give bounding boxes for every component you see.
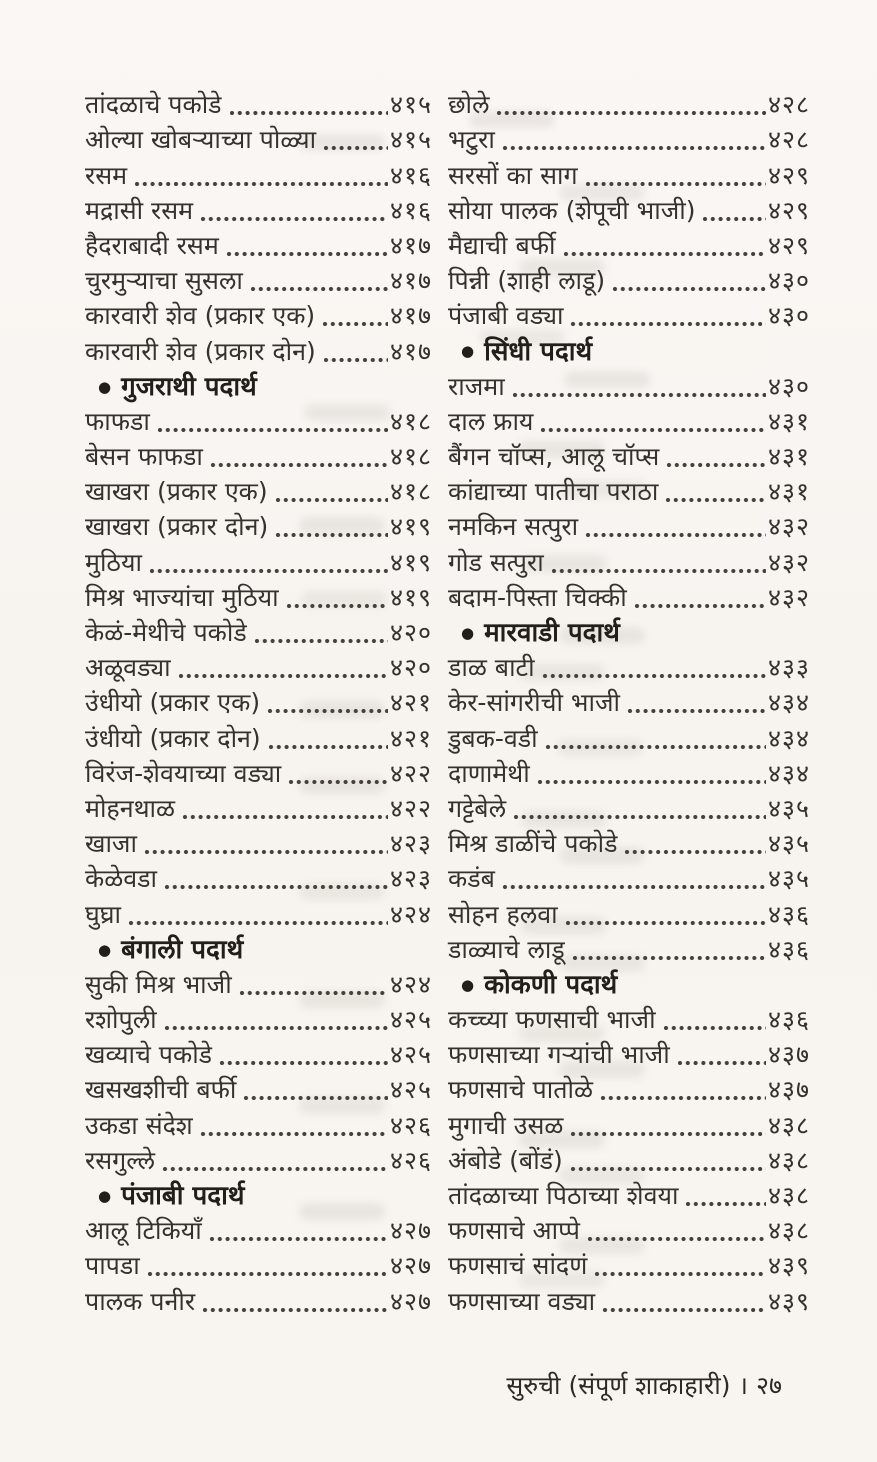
dot-leader xyxy=(565,916,766,928)
index-entry xyxy=(85,966,432,1001)
index-entry xyxy=(85,543,432,578)
entry-page-number: ४३८ xyxy=(767,1181,810,1210)
index-entry xyxy=(85,895,432,930)
entry-title: रसम xyxy=(85,160,128,190)
entry-title: सरसों का साग xyxy=(448,160,578,190)
entry-title: आलू टिकियाँ xyxy=(85,1216,202,1246)
entry-page-number: ४२५ xyxy=(389,1005,432,1035)
index-column-right xyxy=(448,86,810,1318)
dot-leader xyxy=(551,564,766,576)
entry-title: ओल्या खोबऱ्याच्या पोळ्या xyxy=(85,125,317,155)
index-entry xyxy=(448,860,810,895)
dot-leader xyxy=(665,493,766,505)
dot-leader xyxy=(275,493,388,505)
entry-title: मैद्याची बर्फी xyxy=(448,230,556,260)
dot-leader xyxy=(587,1232,766,1244)
entry-page-number: ४३६ xyxy=(767,934,810,964)
page-number: २७ xyxy=(755,1371,782,1400)
index-entry xyxy=(85,1071,432,1106)
index-entry xyxy=(85,1142,432,1177)
entry-title: खाखरा (प्रकार दोन) xyxy=(85,512,269,542)
entry-page-number: ४२९ xyxy=(767,230,810,260)
index-entry xyxy=(85,121,432,156)
entry-title: कडंब xyxy=(448,864,495,894)
entry-title: अंबोडे (बोंडं) xyxy=(448,1145,563,1175)
dot-leader xyxy=(594,1267,766,1279)
index-entry xyxy=(448,403,810,438)
entry-title: कारवारी शेव (प्रकार दोन) xyxy=(85,336,316,366)
entry-title: उंधीयो (प्रकार एक) xyxy=(85,688,261,718)
section-title: कोकणी पदार्थ xyxy=(484,970,618,1001)
entry-title: डाळ बाटी xyxy=(448,653,535,683)
index-entry xyxy=(85,297,432,332)
index-entry xyxy=(85,332,432,367)
index-entry xyxy=(448,1036,810,1071)
index-entry xyxy=(448,473,810,508)
dot-leader xyxy=(209,1232,388,1244)
entry-title: पालक पनीर xyxy=(85,1286,196,1316)
dot-leader xyxy=(288,775,388,787)
entry-page-number: ४२४ xyxy=(389,899,432,929)
dot-leader xyxy=(200,212,388,224)
index-entry xyxy=(448,825,810,860)
index-entry xyxy=(85,227,432,262)
entry-title: बेसन फाफडा xyxy=(85,442,203,472)
index-entry xyxy=(448,1212,810,1247)
entry-page-number: ४३४ xyxy=(767,758,810,788)
entry-title: राजमा xyxy=(448,371,505,401)
entry-page-number: ४३१ xyxy=(767,442,810,472)
index-entry xyxy=(448,438,810,473)
entry-page-number: ४२५ xyxy=(389,1040,432,1070)
index-entry xyxy=(85,192,432,227)
entry-page-number: ४१५ xyxy=(389,125,432,155)
index-entry xyxy=(448,1247,810,1282)
dot-leader xyxy=(624,845,766,857)
index-entry xyxy=(85,684,432,719)
dot-leader xyxy=(200,1127,388,1139)
entry-title: उकडा संदेश xyxy=(85,1110,193,1140)
dot-leader xyxy=(502,141,766,153)
index-entry xyxy=(448,543,810,578)
entry-title: मद्रासी रसम xyxy=(85,195,194,225)
dot-leader xyxy=(627,704,766,716)
entry-title: खव्याचे पकोडे xyxy=(85,1040,213,1070)
index-entry xyxy=(448,719,810,754)
dot-leader xyxy=(572,951,766,963)
dot-leader xyxy=(545,740,766,752)
entry-page-number: ४३० xyxy=(767,371,810,401)
index-section-header xyxy=(448,614,810,649)
index-entry xyxy=(448,227,810,262)
entry-title: केर-सांगरीची भाजी xyxy=(448,688,620,718)
index-entry xyxy=(85,1001,432,1036)
book-title: सुरुची (संपूर्ण शाकाहारी) xyxy=(506,1371,731,1400)
entry-page-number: ४१६ xyxy=(389,195,432,225)
index-entry xyxy=(448,86,810,121)
dot-leader xyxy=(164,1021,388,1033)
index-entry xyxy=(85,438,432,473)
index-entry xyxy=(85,755,432,790)
entry-page-number: ४३५ xyxy=(767,793,810,823)
entry-page-number: ४२७ xyxy=(389,1251,432,1281)
entry-page-number: ४१८ xyxy=(389,477,432,507)
index-section-header xyxy=(85,931,432,966)
index-entry xyxy=(85,1036,432,1071)
page-footer xyxy=(506,1368,782,1402)
entry-title: मिश्र भाज्यांचा मुठिया xyxy=(85,582,279,612)
entry-title: बैंगन चॉप्स, आलू चॉप्स xyxy=(448,442,660,472)
index-entry xyxy=(85,614,432,649)
entry-page-number: ४३४ xyxy=(767,723,810,753)
entry-title: कच्च्या फणसाची भाजी xyxy=(448,1005,656,1035)
entry-page-number: ४३२ xyxy=(767,512,810,542)
dot-leader xyxy=(134,177,388,189)
entry-title: सोया पालक (शेपूची भाजी) xyxy=(448,195,696,225)
index-entry xyxy=(85,1247,432,1282)
entry-page-number: ४३६ xyxy=(767,899,810,929)
entry-title: गट्टेबेले xyxy=(448,793,507,823)
entry-title: विरंज-शेवयाच्या वड्या xyxy=(85,758,282,788)
dot-leader xyxy=(164,880,388,892)
index-section-header xyxy=(85,368,432,403)
entry-title: नमकिन सत्पुरा xyxy=(448,512,579,542)
entry-page-number: ४३३ xyxy=(767,653,810,683)
dot-leader xyxy=(267,704,388,716)
entry-page-number: ४३२ xyxy=(767,547,810,577)
entry-title: तांदळाच्या पिठाच्या शेवया xyxy=(448,1181,679,1210)
entry-page-number: ४३१ xyxy=(767,477,810,507)
dot-leader xyxy=(323,353,388,365)
index-entry xyxy=(448,1071,810,1106)
section-bullet-icon: ● xyxy=(461,623,475,642)
entry-title: पिन्नी (शाही लाडू) xyxy=(448,266,606,296)
index-column-left xyxy=(85,86,432,1318)
index-entry xyxy=(85,86,432,121)
entry-page-number: ४३६ xyxy=(767,1005,810,1035)
index-entry xyxy=(85,508,432,543)
dot-leader xyxy=(322,317,388,329)
section-title: पंजाबी पदार्थ xyxy=(121,1181,245,1212)
entry-title: पंजाबी वड्या xyxy=(448,301,564,331)
index-entry xyxy=(85,156,432,191)
entry-title: मिश्र डाळींचे पकोडे xyxy=(448,829,618,859)
index-entry xyxy=(448,297,810,332)
section-bullet-icon: ● xyxy=(461,975,475,994)
index-entry xyxy=(448,1001,810,1036)
dot-leader xyxy=(268,740,388,752)
dot-leader xyxy=(323,141,388,153)
entry-page-number: ४१७ xyxy=(389,301,432,331)
entry-title: रशोपुली xyxy=(85,1005,157,1035)
entry-title: फणसाचे पातोळे xyxy=(448,1075,593,1105)
dot-leader xyxy=(600,1091,766,1103)
entry-page-number: ४३८ xyxy=(767,1216,810,1246)
entry-page-number: ४२४ xyxy=(389,969,432,999)
entry-page-number: ४१९ xyxy=(389,582,432,612)
section-title: बंगाली पदार्थ xyxy=(121,935,244,966)
dot-leader xyxy=(512,388,766,400)
entry-page-number: ४२२ xyxy=(389,758,432,788)
section-title: सिंधी पदार्थ xyxy=(484,336,593,367)
index-entry xyxy=(448,684,810,719)
entry-title: मुगाची उसळ xyxy=(448,1110,564,1140)
dot-leader xyxy=(602,1303,766,1315)
entry-page-number: ४२६ xyxy=(389,1145,432,1175)
index-entry xyxy=(448,121,810,156)
entry-title: फणसाच्या वड्या xyxy=(448,1286,596,1316)
entry-title: केळं-मेथीचे पकोडे xyxy=(85,618,247,647)
index-entry xyxy=(85,262,432,297)
index-entry xyxy=(448,156,810,191)
dot-leader xyxy=(149,564,388,576)
dot-leader xyxy=(178,669,388,681)
page-bleed-through-texture xyxy=(0,0,84,15)
entry-title: फणसाचे आप्पे xyxy=(448,1216,580,1246)
entry-page-number: ४२८ xyxy=(767,125,810,155)
dot-leader xyxy=(202,1303,388,1315)
entry-page-number: ४१८ xyxy=(389,442,432,472)
entry-page-number: ४३२ xyxy=(767,582,810,612)
entry-page-number: ४३५ xyxy=(767,864,810,894)
dot-leader xyxy=(219,1056,388,1068)
index-entry xyxy=(448,895,810,930)
index-entry xyxy=(448,1106,810,1141)
entry-title: उंधीयो (प्रकार दोन) xyxy=(85,723,261,753)
entry-page-number: ४२९ xyxy=(767,160,810,190)
entry-title: सुकी मिश्र भाजी xyxy=(85,969,232,999)
entry-title: डाळ्याचे लाडू xyxy=(448,934,565,964)
dot-leader xyxy=(542,669,766,681)
entry-page-number: ४२१ xyxy=(389,688,432,718)
index-entry xyxy=(85,1106,432,1141)
dot-leader xyxy=(147,1267,388,1279)
section-bullet-icon: ● xyxy=(98,377,112,396)
entry-title: हैदराबादी रसम xyxy=(85,230,219,260)
index-entry xyxy=(85,649,432,684)
index-entry xyxy=(448,579,810,614)
entry-title: तांदळाचे पकोडे xyxy=(85,90,222,120)
index-entry xyxy=(85,790,432,825)
entry-page-number: ४१६ xyxy=(389,160,432,190)
entry-title: कांद्याच्या पातीचा पराठा xyxy=(448,477,659,507)
entry-page-number: ४१९ xyxy=(389,547,432,577)
entry-page-number: ४३० xyxy=(767,266,810,296)
index-section-header xyxy=(448,332,810,367)
dot-leader xyxy=(239,986,388,998)
dot-leader xyxy=(254,634,388,646)
entry-page-number: ४३८ xyxy=(767,1110,810,1140)
index-entry xyxy=(448,755,810,790)
entry-page-number: ४३५ xyxy=(767,829,810,859)
entry-title: फणसाचं सांदणं xyxy=(448,1251,588,1281)
entry-page-number: ४२३ xyxy=(389,829,432,859)
entry-page-number: ४२७ xyxy=(389,1286,432,1316)
dot-leader xyxy=(144,845,388,857)
entry-page-number: ४२९ xyxy=(767,195,810,225)
dot-leader xyxy=(570,1127,766,1139)
entry-title: फाफडा xyxy=(85,406,150,436)
entry-page-number: ४२१ xyxy=(389,723,432,753)
entry-page-number: ४१७ xyxy=(389,336,432,366)
index-entry xyxy=(85,860,432,895)
entry-title: गोड सत्पुरा xyxy=(448,547,544,577)
entry-title: दाल फ्राय xyxy=(448,406,534,436)
dot-leader xyxy=(537,775,766,787)
entry-page-number: ४२८ xyxy=(767,90,810,120)
dot-leader xyxy=(250,282,388,294)
dot-leader xyxy=(513,810,766,822)
entry-page-number: ४२६ xyxy=(389,1110,432,1140)
dot-leader xyxy=(677,1056,766,1068)
entry-page-number: ४२२ xyxy=(389,793,432,823)
index-entry xyxy=(85,1282,432,1317)
entry-title: भटुरा xyxy=(448,125,495,155)
index-entry xyxy=(85,1212,432,1247)
entry-title: मोहनथाळ xyxy=(85,793,176,823)
dot-leader xyxy=(128,916,388,928)
dot-leader xyxy=(286,599,388,611)
dot-leader xyxy=(563,247,766,259)
dot-leader xyxy=(585,177,766,189)
entry-page-number: ४३९ xyxy=(767,1286,810,1316)
entry-page-number: ४२३ xyxy=(389,864,432,894)
index-entry xyxy=(448,368,810,403)
index-entry xyxy=(448,649,810,684)
entry-title: बदाम-पिस्ता चिक्की xyxy=(448,582,627,612)
section-bullet-icon: ● xyxy=(98,1186,112,1205)
entry-page-number: ४१५ xyxy=(389,90,432,120)
index-section-header xyxy=(85,1177,432,1212)
entry-page-number: ४३८ xyxy=(767,1145,810,1175)
dot-leader xyxy=(570,317,766,329)
dot-leader xyxy=(612,282,766,294)
entry-page-number: ४१८ xyxy=(389,406,432,436)
index-entry xyxy=(448,192,810,227)
entry-title: खसखशीची बर्फी xyxy=(85,1075,237,1105)
entry-title: मुठिया xyxy=(85,547,142,577)
dot-leader xyxy=(243,1091,388,1103)
dot-leader xyxy=(162,1162,388,1174)
entry-title: खाजा xyxy=(85,829,137,859)
entry-title: पापडा xyxy=(85,1251,140,1281)
index-section-header xyxy=(448,966,810,1001)
dot-leader xyxy=(540,423,766,435)
entry-title: अळूवड्या xyxy=(85,653,171,683)
dot-leader xyxy=(226,247,388,259)
entry-title: खाखरा (प्रकार एक) xyxy=(85,477,268,507)
dot-leader xyxy=(634,599,766,611)
entry-page-number: ४१९ xyxy=(389,512,432,542)
dot-leader xyxy=(702,212,766,224)
entry-page-number: ४१७ xyxy=(389,230,432,260)
entry-title: डुबक-वडी xyxy=(448,723,538,753)
dot-leader xyxy=(663,1021,766,1033)
index-entry xyxy=(448,262,810,297)
index-entry xyxy=(85,473,432,508)
index-entry xyxy=(448,508,810,543)
entry-page-number: ४२५ xyxy=(389,1075,432,1105)
entry-page-number: ४३७ xyxy=(767,1075,810,1105)
dot-leader xyxy=(210,458,388,470)
footer-separator: । xyxy=(738,1371,748,1400)
dot-leader xyxy=(685,1197,766,1209)
entry-title: दाणामेथी xyxy=(448,758,530,788)
index-entry xyxy=(448,790,810,825)
entry-page-number: ४३४ xyxy=(767,688,810,718)
dot-leader xyxy=(666,458,766,470)
entry-page-number: ४२० xyxy=(389,653,432,683)
entry-page-number: ४१७ xyxy=(389,266,432,296)
entry-title: सोहन हलवा xyxy=(448,899,558,929)
section-bullet-icon: ● xyxy=(461,342,475,361)
entry-title: केळेवडा xyxy=(85,864,157,894)
index-entry xyxy=(85,579,432,614)
dot-leader xyxy=(496,106,766,118)
entry-page-number: ४३७ xyxy=(767,1040,810,1070)
entry-title: फणसाच्या गऱ्यांची भाजी xyxy=(448,1040,670,1070)
entry-title: छोले xyxy=(448,90,490,120)
index-entry xyxy=(448,1142,810,1177)
section-bullet-icon: ● xyxy=(98,940,112,959)
section-title: मारवाडी पदार्थ xyxy=(484,618,620,649)
dot-leader xyxy=(229,106,388,118)
entry-page-number: ४२० xyxy=(389,618,432,647)
entry-page-number: ४३० xyxy=(767,301,810,331)
entry-title: घुघ्रा xyxy=(85,899,122,929)
entry-title: रसगुल्ले xyxy=(85,1145,155,1175)
dot-leader xyxy=(275,528,388,540)
entry-page-number: ४३९ xyxy=(767,1251,810,1281)
entry-title: कारवारी शेव (प्रकार एक) xyxy=(85,301,316,331)
section-title: गुजराथी पदार्थ xyxy=(121,372,257,403)
dot-leader xyxy=(502,880,766,892)
dot-leader xyxy=(570,1162,766,1174)
dot-leader xyxy=(182,810,388,822)
index-entry xyxy=(448,931,810,966)
entry-title: चुरमुऱ्याचा सुसला xyxy=(85,266,243,296)
index-entry xyxy=(448,1177,810,1212)
index-entry xyxy=(85,403,432,438)
entry-page-number: ४२७ xyxy=(389,1216,432,1246)
entry-page-number: ४३१ xyxy=(767,406,810,436)
index-entry xyxy=(448,1282,810,1317)
dot-leader xyxy=(157,423,388,435)
index-entry xyxy=(85,825,432,860)
dot-leader xyxy=(585,528,766,540)
index-entry xyxy=(85,719,432,754)
